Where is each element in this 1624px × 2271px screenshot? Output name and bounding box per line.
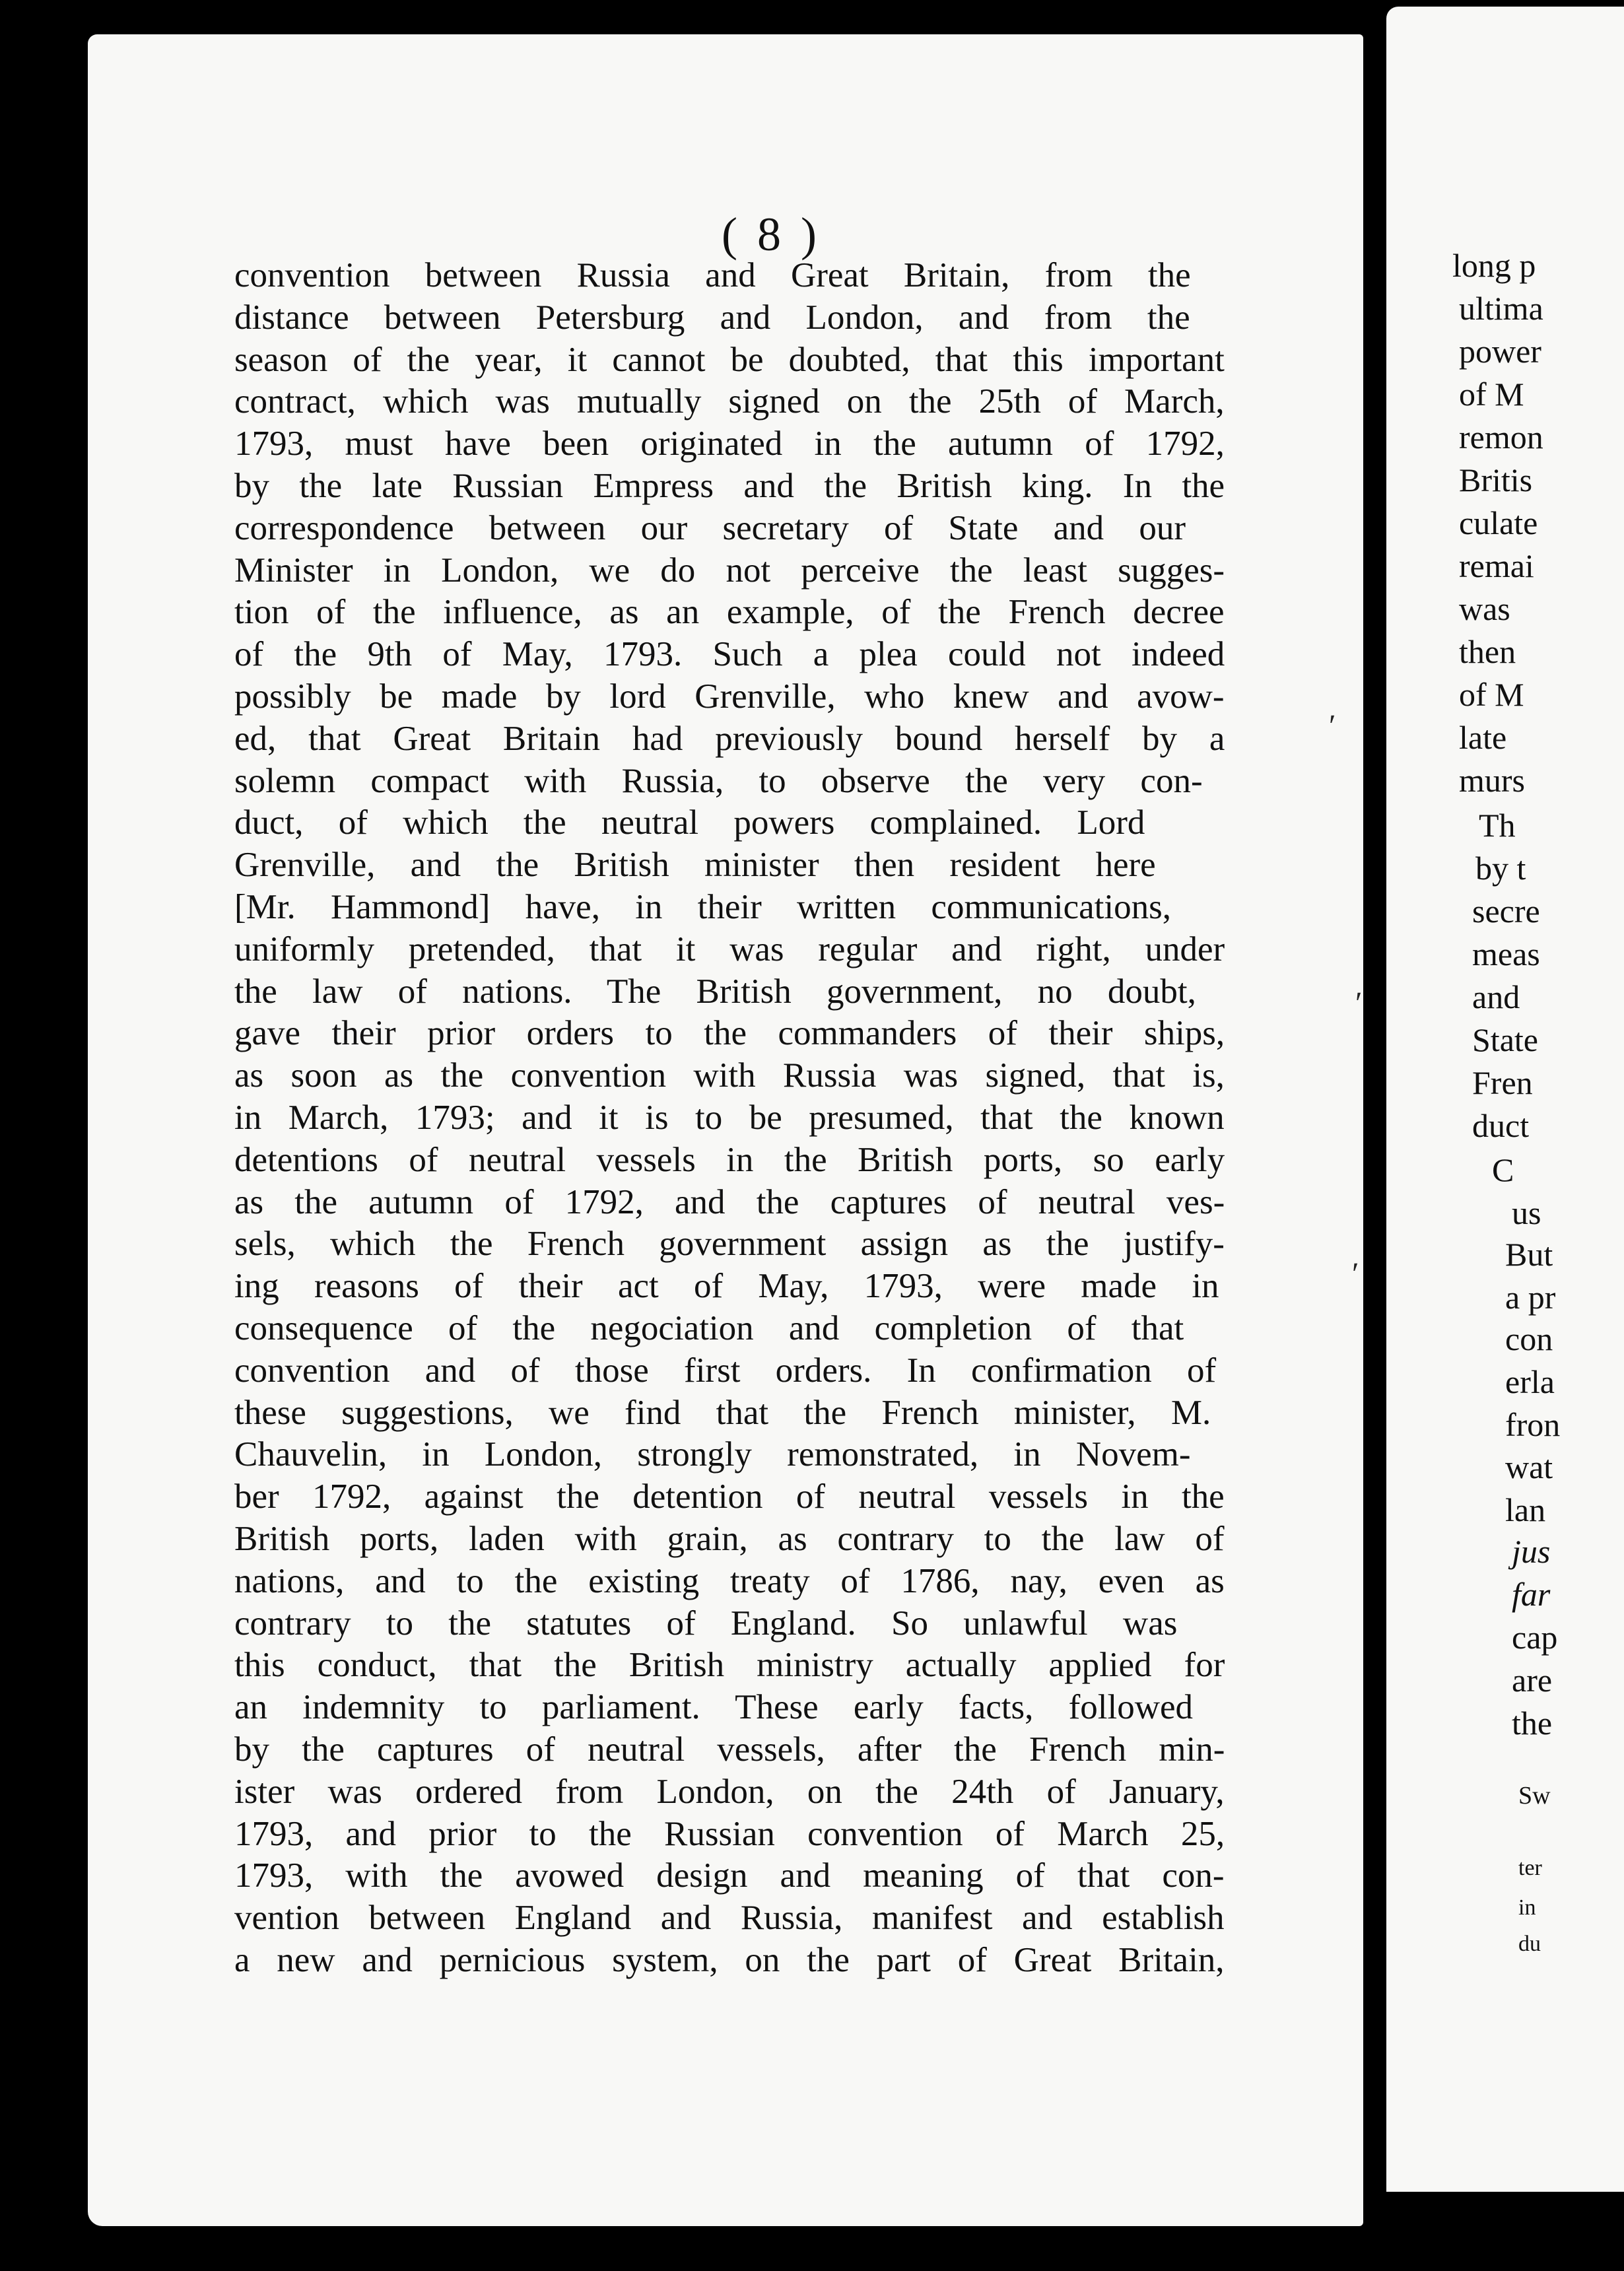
text-line: an indemnity to parliament. These early facts, followed xyxy=(234,1688,1194,1727)
partial-text-line: and xyxy=(1472,978,1520,1015)
partial-text-line: by t xyxy=(1475,850,1526,887)
text-line: 1793, with the avowed design and meaning of that con- xyxy=(234,1856,1225,1895)
left-page xyxy=(88,34,1363,2226)
text-line: Minister in London, we do not perceive the least sugges- xyxy=(234,551,1225,590)
partial-text-line: C xyxy=(1492,1151,1514,1188)
partial-text-line: Britis xyxy=(1459,461,1533,498)
partial-text-line: a pr xyxy=(1505,1279,1556,1316)
text-line: ber 1792, against the detention of neutral vessels in the xyxy=(234,1477,1225,1516)
partial-text-line: in xyxy=(1518,1895,1536,1920)
text-line: distance between Petersburg and London, and from the xyxy=(234,298,1190,337)
partial-text-line: the xyxy=(1512,1705,1553,1742)
text-line: as the autumn of 1792, and the captures of neutral ves- xyxy=(234,1182,1225,1221)
margin-mark: ʹ xyxy=(1329,708,1336,743)
partial-text-line: meas xyxy=(1472,935,1540,972)
partial-text-line: con xyxy=(1505,1320,1553,1357)
partial-text-line: us xyxy=(1512,1194,1541,1231)
text-line: sels, which the French government assign as the justify- xyxy=(234,1225,1225,1264)
text-line: correspondence between our secretary of State and our xyxy=(234,508,1186,547)
partial-text-line: long p xyxy=(1452,247,1536,284)
partial-text-line: late xyxy=(1459,719,1507,756)
partial-text-line: are xyxy=(1512,1662,1553,1699)
text-line: tion of the influence, as an example, of the French decree xyxy=(234,593,1225,632)
partial-text-line: cap xyxy=(1512,1619,1558,1656)
text-line: [Mr. Hammond] have, in their written communications, xyxy=(234,888,1171,926)
partial-text-line: remon xyxy=(1459,419,1543,456)
text-line: detentions of neutral vessels in the British ports, so early xyxy=(234,1140,1225,1179)
partial-text-line: of M xyxy=(1459,676,1524,713)
text-line: a new and pernicious system, on the part of Great Britain, xyxy=(234,1941,1225,1979)
partial-text-line: erla xyxy=(1505,1363,1555,1400)
text-line: ister was ordered from London, on the 24th of January, xyxy=(234,1772,1225,1811)
text-line: vention between England and Russia, manifest and establish xyxy=(234,1899,1225,1938)
partial-text-line: Sw xyxy=(1518,1782,1551,1810)
text-line: gave their prior orders to the commanders of their ships, xyxy=(234,1014,1225,1053)
text-line: 1793, and prior to the Russian convention of March 25, xyxy=(234,1814,1225,1853)
text-line: season of the year, it cannot be doubted, that this important xyxy=(234,340,1225,379)
partial-text-line: murs xyxy=(1459,762,1525,799)
partial-text-line: Fren xyxy=(1472,1064,1533,1101)
partial-text-line: jus xyxy=(1512,1533,1551,1570)
page-number: ( 8 ) xyxy=(722,208,821,261)
text-line: these suggestions, we find that the French minister, M. xyxy=(234,1393,1211,1432)
partial-text-line: secre xyxy=(1472,893,1540,930)
text-line: the law of nations. The British government, no doubt, xyxy=(234,972,1196,1011)
text-line: by the captures of neutral vessels, after the French min- xyxy=(234,1730,1225,1769)
partial-text-line: State xyxy=(1472,1021,1538,1058)
partial-text-line: wat xyxy=(1505,1448,1553,1485)
text-line: 1793, must have been originated in the autumn of 1792, xyxy=(234,424,1225,463)
partial-text-line: remai xyxy=(1459,547,1534,584)
text-line: Grenville, and the British minister then resident here xyxy=(234,846,1156,885)
text-line: as soon as the convention with Russia was signed, that is, xyxy=(234,1056,1225,1095)
partial-text-line: But xyxy=(1505,1236,1553,1273)
partial-text-line: Th xyxy=(1479,807,1516,844)
text-line: nations, and to the existing treaty of 1786, nay, even as xyxy=(234,1561,1225,1600)
partial-text-line: ter xyxy=(1518,1856,1542,1880)
text-line: solemn compact with Russia, to observe the very con- xyxy=(234,761,1203,800)
text-line: ing reasons of their act of May, 1793, were made in xyxy=(234,1267,1219,1306)
partial-text-line: far xyxy=(1512,1576,1551,1613)
text-line: in March, 1793; and it is to be presumed, that the known xyxy=(234,1099,1225,1137)
text-line: contract, which was mutually signed on the 25th of March, xyxy=(234,382,1225,421)
text-line: duct, of which the neutral powers complained. Lord xyxy=(234,803,1145,842)
partial-text-line: lan xyxy=(1505,1491,1546,1528)
text-line: of the 9th of May, 1793. Such a plea could not indeed xyxy=(234,635,1225,674)
partial-text-line: then xyxy=(1459,633,1516,670)
text-line: this conduct, that the British ministry actually applied for xyxy=(234,1646,1225,1685)
text-line: contrary to the statutes of England. So unlawful was xyxy=(234,1604,1178,1643)
text-line: ed, that Great Britain had previously bound herself by a xyxy=(234,719,1225,758)
text-line: possibly be made by lord Grenville, who knew and avow- xyxy=(234,677,1225,716)
partial-text-line: culate xyxy=(1459,504,1538,541)
partial-text-line: ultima xyxy=(1459,290,1543,327)
text-line: Chauvelin, in London, strongly remonstrated, in Novem- xyxy=(234,1435,1191,1474)
text-line: convention and of those first orders. In confirmation of xyxy=(234,1351,1217,1390)
partial-text-line: duct xyxy=(1472,1107,1530,1144)
text-line: convention between Russia and Great Britain, from the xyxy=(234,256,1191,294)
partial-text-line: du xyxy=(1518,1932,1541,1956)
text-line: by the late Russian Empress and the British king. In the xyxy=(234,467,1225,505)
text-line: British ports, laden with grain, as contrary to the law of xyxy=(234,1520,1225,1558)
partial-text-line: power xyxy=(1459,333,1541,370)
partial-text-line: of M xyxy=(1459,376,1524,413)
text-line: uniformly pretended, that it was regular and right, under xyxy=(234,930,1225,968)
margin-mark: ʹ xyxy=(1352,1256,1359,1291)
partial-text-line: fron xyxy=(1505,1406,1561,1443)
margin-mark: ʹ xyxy=(1355,986,1363,1021)
partial-text-line: was xyxy=(1459,590,1510,627)
text-line: consequence of the negociation and completion of that xyxy=(234,1309,1184,1347)
right-page xyxy=(1386,7,1624,2192)
